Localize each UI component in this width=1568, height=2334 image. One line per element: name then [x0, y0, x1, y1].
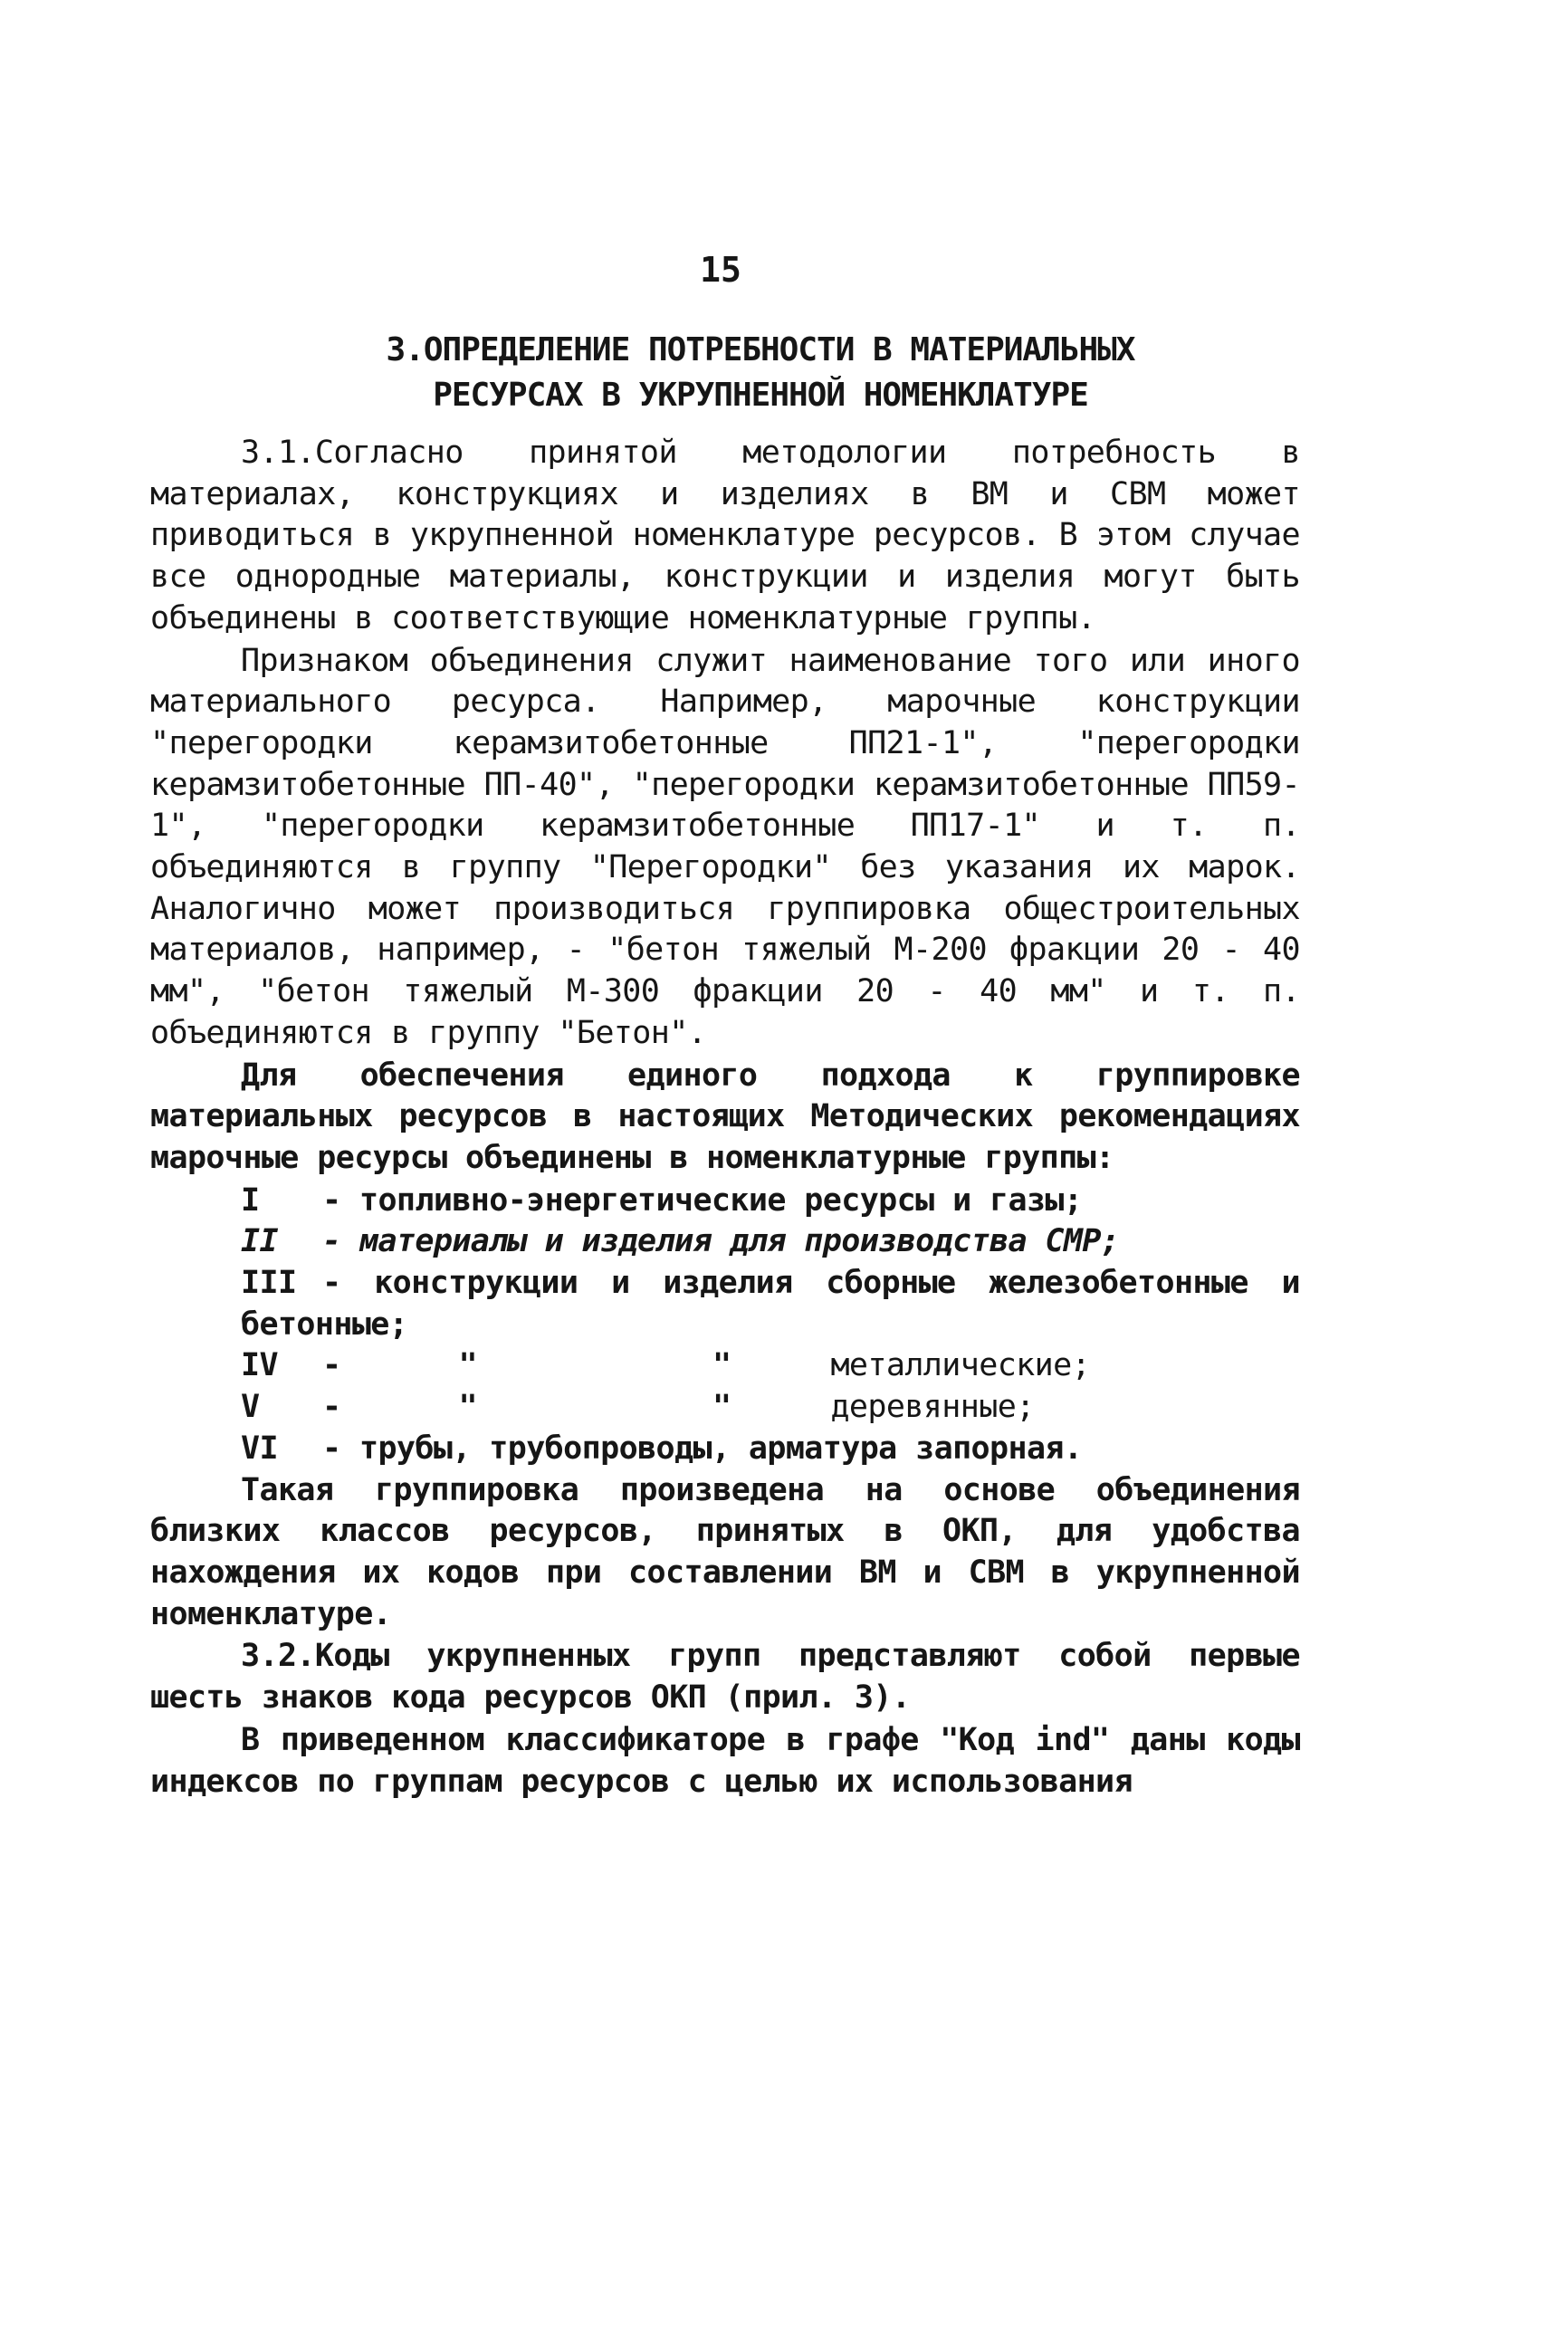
section-title-line-2: РЕСУРСАХ В УКРУПНЕННОЙ НОМЕНКЛАТУРЕ	[433, 377, 1088, 414]
group-dash: -	[322, 1430, 341, 1467]
paragraph-classifier: В приведенном классификаторе в графе "Код ind" даны коды индексов по группам ресурсов с целью их использования	[150, 1721, 1300, 1800]
group-text: металлические;	[830, 1347, 1091, 1384]
list-item	[241, 1221, 1300, 1263]
paragraph-3-2: 3.2.Коды укрупненных групп представляют собой первые шесть знаков кода ресурсов ОКП (прил. 3).	[150, 1638, 1300, 1717]
paragraph-3-1: 3.1.Согласно принятой методологии потребность в материалах, конструкциях и изделиях в ВМ и СВМ может приводиться в укрупненной номенклатуре ресурсов. В этом случае все однородные материалы, конструкции и изделия могут быть объединены в соответствующие номенклатурные группы.	[150, 435, 1300, 636]
group-dash: -	[322, 1181, 341, 1219]
group-numeral: V	[241, 1389, 260, 1426]
group-text: деревянные;	[830, 1389, 1035, 1426]
group-text: материалы и изделия для производства СМР;	[359, 1223, 1120, 1260]
page-number: 15	[700, 250, 741, 290]
group-text: трубы, трубопроводы, арматура запорная.	[359, 1430, 1083, 1467]
group-list	[241, 1181, 1300, 1470]
group-numeral: I	[241, 1181, 260, 1219]
group-numeral: III	[241, 1265, 297, 1302]
group-numeral: VI	[241, 1430, 278, 1467]
list-item	[241, 1429, 1300, 1470]
ditto-mark: "	[712, 1347, 731, 1384]
list-item	[150, 1263, 1300, 1345]
group-dash: -	[322, 1389, 341, 1426]
group-dash: -	[322, 1223, 341, 1260]
group-text: топливно-энергетические ресурсы и газы;	[359, 1181, 1083, 1219]
section-title-line-1: 3.ОПРЕДЕЛЕНИЕ ПОТРЕБНОСТИ В МАТЕРИАЛЬНЫХ	[386, 331, 1135, 368]
list-item	[241, 1387, 1300, 1429]
list-item	[241, 1345, 1300, 1387]
group-text: конструкции и изделия сборные железобетонные и бетонные;	[241, 1265, 1300, 1343]
paragraph-unified-approach: Для обеспечения единого подхода к группировке материальных ресурсов в настоящих Методических рекомендациях марочные ресурсы объединены в номенклатурные группы:	[150, 1057, 1300, 1176]
paragraph-grouping-basis: Такая группировка произведена на основе объединения близких классов ресурсов, принятых в ОКП, для удобства нахождения их кодов при составлении ВМ и СВМ в укрупненной номенклатуре.	[150, 1471, 1300, 1632]
group-dash: -	[322, 1347, 341, 1384]
group-dash: -	[322, 1265, 341, 1302]
group-numeral: IV	[241, 1347, 278, 1384]
paragraph-grouping-criterion: Признаком объединения служит наименование того или иного материального ресурса. Например, марочные конструкции "перегородки керамзитобетонные ПП21-1", "перегородки керамзитобетонные ПП-40", "перегородки керамзитобетонные ПП59-1", "перегородки керамзитобетонные ПП17-1" и т. п. объединяются в группу "Перегородки" без указания их марок. Аналогично может производиться группировка общестроительных материалов, например, - "бетон тяжелый М-200 фракции 20 - 40 мм", "бетон тяжелый М-300 фракции 20 - 40 мм" и т. п. объединяются в группу "Бетон".	[150, 642, 1300, 1051]
ditto-mark: "	[712, 1389, 731, 1426]
list-item	[241, 1181, 1300, 1222]
ditto-mark: "	[458, 1389, 477, 1426]
section-title	[217, 328, 1304, 418]
body-text	[150, 433, 1300, 1803]
group-numeral: II	[241, 1223, 278, 1260]
ditto-mark: "	[458, 1347, 477, 1384]
